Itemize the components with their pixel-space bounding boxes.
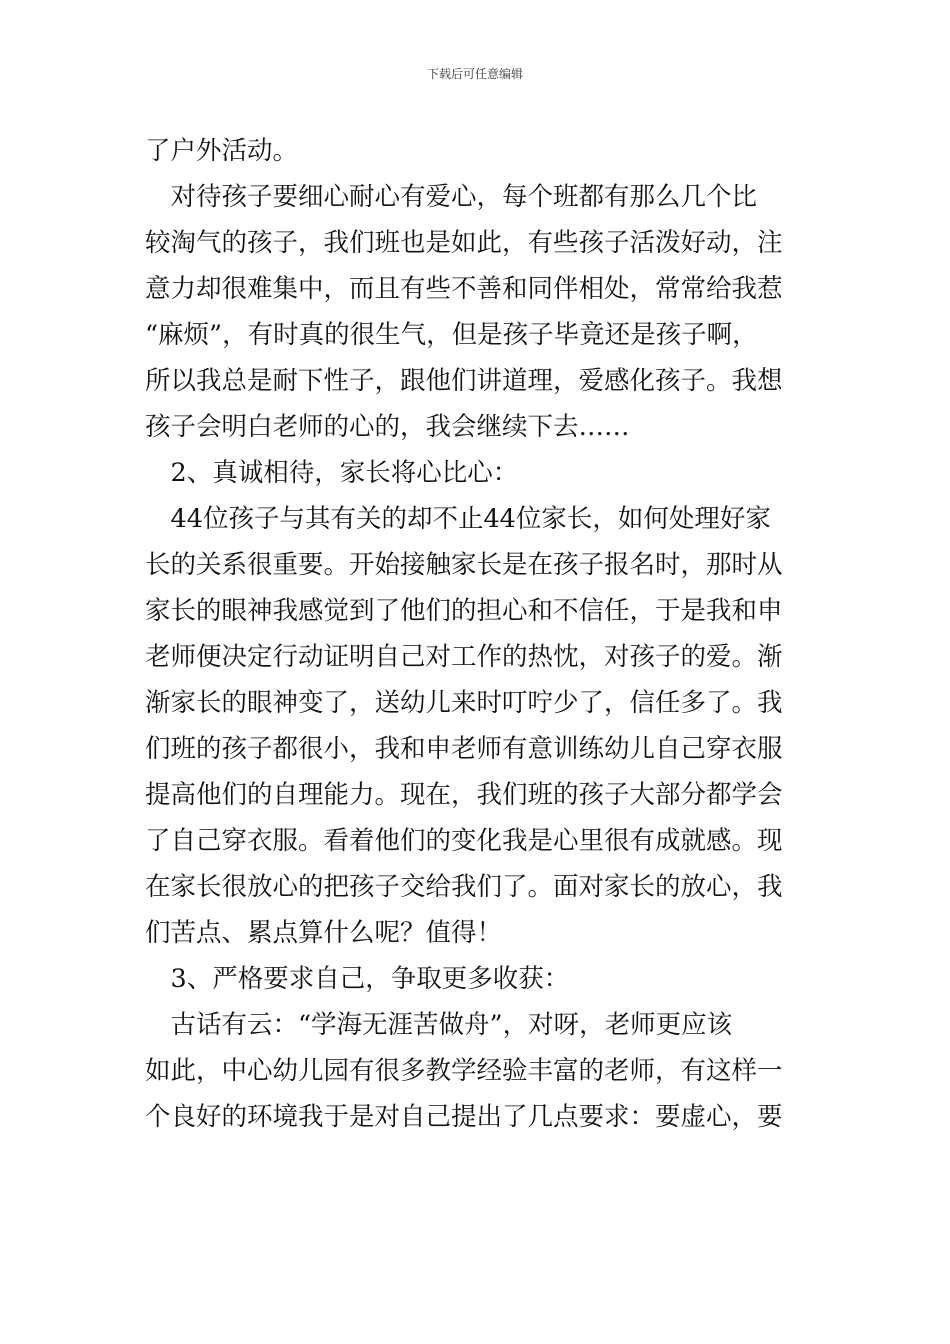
text-line: 提高他们的自理能力。现在，我们班的孩子大部分都学会 [145,780,783,810]
text-line: 44位孩子与其有关的却不止44位家长，如何处理好家 [145,504,771,534]
text-line: 了户外活动。 [145,136,299,166]
text-line: 如此，中心幼儿园有很多教学经验丰富的老师，有这样一 [145,1056,783,1086]
text-line: 们班的孩子都很小，我和申老师有意训练幼儿自己穿衣服 [145,734,783,764]
text-line: 渐家长的眼神变了，送幼儿来时叮咛少了，信任多了。我 [145,688,783,718]
text-line: 老师便决定行动证明自己对工作的热忱，对孩子的爱。渐 [145,642,783,672]
text-line: 家长的眼神我感觉到了他们的担心和不信任，于是我和申 [145,596,783,626]
text-line: 们苦点、累点算什么呢？值得！ [145,918,503,948]
text-line: 个良好的环境我于是对自己提出了几点要求：要虚心，要 [145,1102,783,1132]
text-line: 意力却很难集中，而且有些不善和同伴相处，常常给我惹 [145,274,783,304]
text-line: 长的关系很重要。开始接触家长是在孩子报名时，那时从 [145,550,783,580]
section-heading: 2、真诚相待，家长将心比心： [145,458,519,488]
text-line: 较淘气的孩子，我们班也是如此，有些孩子活泼好动，注 [145,228,783,258]
text-line: “麻烦”，有时真的很生气，但是孩子毕竟还是孩子啊， [145,320,758,350]
text-line: 所以我总是耐下性子，跟他们讲道理，爱感化孩子。我想 [145,366,783,396]
text-line: 对待孩子要细心耐心有爱心，每个班都有那么几个比 [145,182,758,212]
document-body [145,128,815,1140]
text-line: 在家长很放心的把孩子交给我们了。面对家长的放心，我 [145,872,783,902]
page-header: 下载后可任意编辑 [426,67,523,81]
text-line: 古话有云：“学海无涯苦做舟”，对呀，老师更应该 [145,1010,733,1040]
text-line: 孩子会明白老师的心的，我会继续下去…… [145,412,630,442]
section-heading: 3、严格要求自己，争取更多收获： [145,964,570,994]
text-line: 了自己穿衣服。看着他们的变化我是心里很有成就感。现 [145,826,783,856]
